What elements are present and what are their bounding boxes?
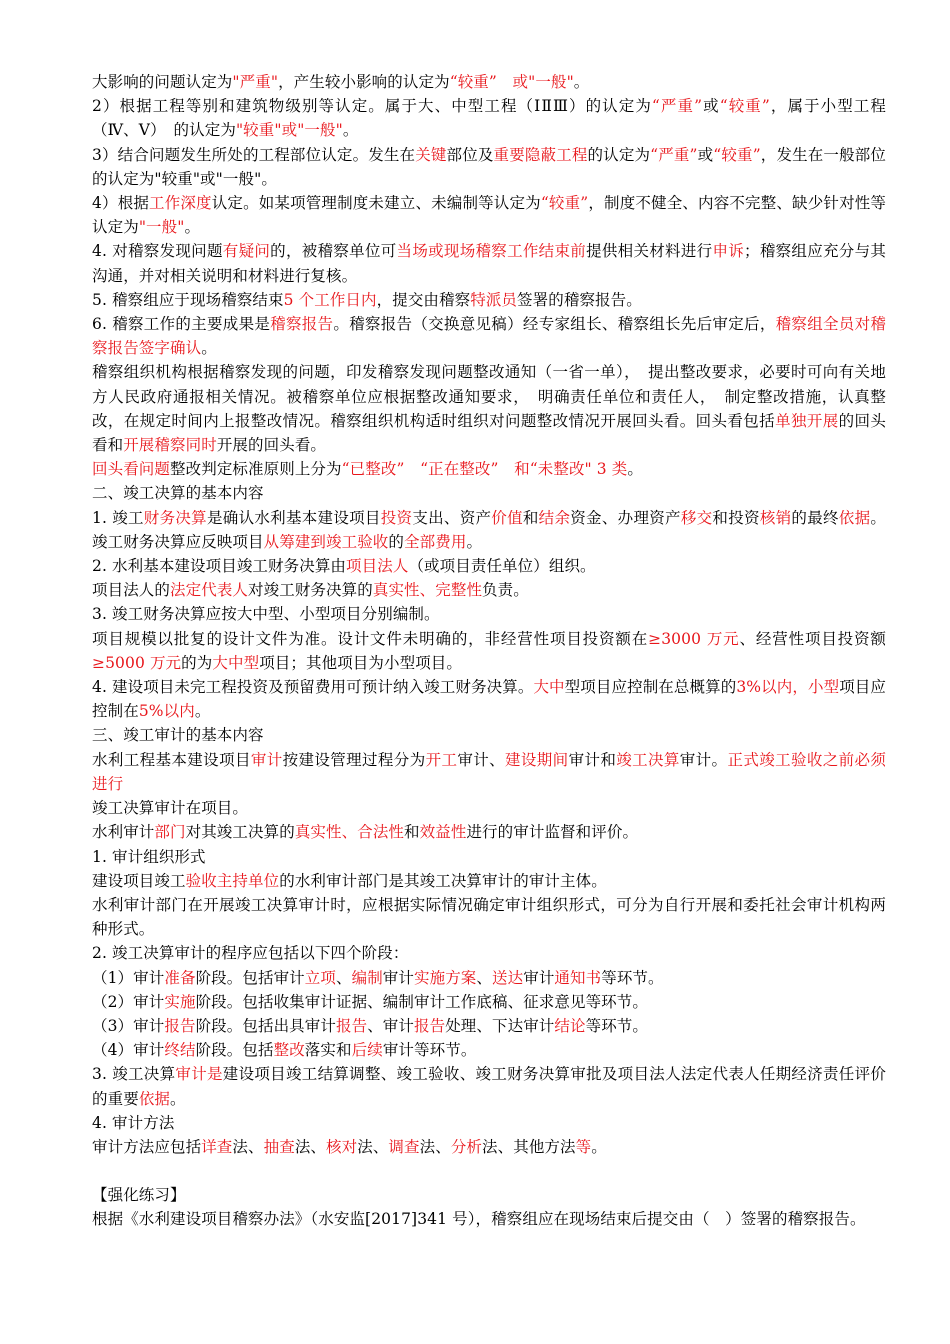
- body-text: 和投资: [712, 508, 760, 527]
- body-text: 。: [627, 460, 644, 479]
- body-text: 3）结合问题发生所处的工程部位认定。发生在: [92, 145, 416, 164]
- body-text: 根据《水利建设项目稽察办法》（水安监[2017]341 号），稽察组应在现场结束后提交由（ ）签署的稽察报告。: [92, 1210, 866, 1229]
- highlight-text: 财务决算: [143, 508, 207, 527]
- highlight-text: ≥5000 万元: [92, 653, 182, 672]
- highlight-text: 后续: [351, 1041, 383, 1060]
- body-text: 的回头看和: [92, 411, 886, 455]
- highlight-text: 详查: [201, 1137, 233, 1156]
- highlight-text: 整改: [273, 1041, 305, 1060]
- body-text: 水利工程基本建设项目: [92, 750, 251, 769]
- body-text: ，属于小型工程 （Ⅳ、Ⅴ） 的认定为: [92, 97, 902, 140]
- highlight-text: 关键: [415, 145, 447, 164]
- body-text: 审计: [382, 968, 414, 987]
- body-text: 建设项目竣工: [92, 871, 186, 890]
- highlight-text: 准备: [164, 968, 196, 987]
- body-text: 项目；其他项目为小型项目。: [259, 653, 462, 672]
- highlight-text: 等: [575, 1137, 592, 1156]
- highlight-text: 调查: [388, 1137, 420, 1156]
- body-text: ，产生较小影响的认定为: [278, 73, 450, 91]
- highlight-text: “已整改” “正在整改” 和“未整改" 3 类: [341, 460, 628, 479]
- highlight-text: 大中型: [212, 653, 260, 672]
- paragraph: [92, 675, 886, 723]
- body-text: 审计、: [457, 750, 506, 769]
- body-text: 、: [335, 968, 352, 987]
- body-text: 2. 竣工决算审计的程序应包括以下四个阶段：: [92, 944, 409, 963]
- highlight-text: 结余: [538, 508, 571, 527]
- paragraph: [92, 554, 886, 578]
- highlight-text: 真实性、完整性: [372, 581, 483, 600]
- body-text: 项目法人的: [92, 581, 171, 600]
- body-text: 审计: [523, 968, 555, 987]
- highlight-text: 立项: [304, 968, 336, 987]
- highlight-text: 投资: [380, 508, 413, 527]
- body-text: 。: [591, 1137, 607, 1156]
- body-text: 审计。: [679, 750, 728, 769]
- highlight-text: 实施方案: [414, 968, 477, 987]
- body-text: 等环节。: [601, 968, 664, 987]
- highlight-text: 报告: [335, 1016, 368, 1035]
- body-text: 3. 竣工财务决算应按大中型、小型项目分别编制。: [92, 605, 440, 624]
- highlight-text: “较重”: [713, 145, 761, 164]
- highlight-text: 送达: [492, 968, 524, 987]
- paragraph: [92, 481, 886, 505]
- highlight-text: 单独开展: [775, 411, 839, 430]
- body-text: 4）根据: [92, 194, 150, 213]
- highlight-text: 项目法人: [346, 557, 409, 576]
- highlight-text: 全部费用: [404, 532, 467, 551]
- highlight-text: “严重”: [651, 97, 703, 116]
- highlight-text: 5%以内: [138, 702, 195, 721]
- body-text: 项目应控制在: [92, 678, 887, 721]
- body-text: 、经营性项目投资额: [739, 629, 886, 648]
- body-text: 。: [201, 339, 217, 358]
- paragraph: [92, 966, 886, 990]
- paragraph: [92, 820, 886, 844]
- highlight-text: "严重": [232, 73, 279, 91]
- body-text: ，制度不健全、内容不完整、缺少针对性等认定为: [92, 194, 887, 237]
- highlight-text: 终结: [164, 1041, 196, 1060]
- body-text: 。: [194, 702, 211, 721]
- document-body: [92, 70, 902, 1232]
- body-text: 是确认水利基本建设项目: [206, 508, 381, 527]
- body-text: 法、其他方法: [482, 1137, 576, 1156]
- highlight-text: 审计: [250, 750, 283, 769]
- body-text: 阶段。包括: [195, 1041, 274, 1060]
- highlight-text: 有疑问: [222, 242, 271, 261]
- paragraph: [92, 723, 886, 747]
- paragraph: [92, 941, 886, 965]
- paragraph: [92, 602, 886, 626]
- body-text: 落实和: [304, 1041, 352, 1060]
- paragraph: [92, 796, 886, 820]
- body-text: ；稽察组应充分与其沟通，并对相关说明和材料进行复核。: [92, 242, 886, 285]
- body-text: 2. 水利基本建设项目竣工财务决算由: [92, 557, 347, 576]
- body-text: 资金、办理资产: [570, 508, 681, 527]
- body-text: 或: [702, 97, 720, 116]
- paragraph: [92, 1207, 886, 1231]
- body-text: 建设项目竣工结算调整、竣工验收、竣工财务决算审批及项目法人法定代表人任期经济责任评价的重要: [92, 1065, 887, 1108]
- body-text: 对其竣工决算的: [185, 823, 295, 842]
- paragraph: [92, 312, 886, 360]
- highlight-text: 5 个工作日内: [283, 290, 377, 309]
- body-text: 法、: [357, 1137, 389, 1156]
- paragraph: [92, 627, 886, 675]
- highlight-text: 从筹建到竣工验收: [263, 532, 389, 551]
- highlight-text: “较重”: [719, 97, 770, 116]
- highlight-text: 法定代表人: [170, 581, 249, 600]
- body-text: 负责。: [482, 581, 529, 600]
- body-text: 和: [404, 823, 420, 842]
- paragraph: [92, 869, 886, 893]
- highlight-text: 结论: [554, 1016, 586, 1035]
- paragraph: [92, 1062, 886, 1110]
- paragraph: [92, 893, 886, 941]
- body-text: 。稽察报告（交换意见稿）经专家组长、稽察组长先后审定后，: [333, 315, 776, 334]
- body-text: 4. 对稽察发现问题: [92, 242, 223, 261]
- body-text: 二、竣工决算的基本内容: [92, 484, 264, 503]
- body-text: 或: [697, 145, 714, 164]
- body-text: 型项目应控制在总概算的: [564, 678, 737, 697]
- highlight-text: 通知书: [554, 968, 602, 987]
- highlight-text: “较重” 或"一般": [449, 73, 574, 91]
- highlight-text: 报告: [414, 1016, 446, 1035]
- highlight-text: "较重"或"一般": [235, 121, 343, 140]
- body-text: 。: [466, 532, 483, 551]
- body-text: 整改判定标准原则上分为: [170, 460, 342, 479]
- highlight-text: 申诉: [712, 242, 745, 261]
- body-text: 。: [573, 73, 590, 91]
- body-text: ，提交由稽察: [376, 290, 471, 309]
- body-text: 3. 竣工决算: [92, 1065, 176, 1084]
- highlight-text: 竣工决算: [616, 750, 680, 769]
- body-text: 的最终: [791, 508, 839, 527]
- body-text: 稽察组织机构根据稽察发现的问题，印发稽察发现问题整改通知（一省一单）， 提出整改要求，必要时可向有关地方人民政府通报相关情况。被稽察单位应根据整改通知要求， 明确责任单位和责任人， 制定整改措施，认真整改，在规定时间内上报整改情况。稽察组织机构适时组织对问题整改情况开展回头看。回头看包括: [92, 363, 886, 430]
- highlight-text: 开展稽察同时: [123, 436, 217, 455]
- paragraph: [92, 506, 886, 554]
- body-text: 的: [388, 532, 405, 551]
- highlight-text: 效益性: [419, 823, 467, 842]
- highlight-text: 核销: [759, 508, 792, 527]
- paragraph: [92, 845, 886, 869]
- paragraph: [92, 1111, 886, 1135]
- body-text: 。: [170, 1089, 186, 1108]
- paragraph: [92, 360, 886, 457]
- highlight-text: 正式竣工验收之前必须进行: [92, 750, 886, 793]
- highlight-text: 稽察报告: [270, 315, 334, 334]
- paragraph: [92, 1135, 886, 1159]
- body-text: 的水利审计部门是其竣工决算审计的审计主体。: [279, 871, 607, 890]
- body-text: 法、: [232, 1137, 264, 1156]
- body-text: 竣工决算审计在项目。: [92, 799, 249, 818]
- paragraph: [92, 1038, 886, 1062]
- highlight-text: 抽查: [263, 1137, 295, 1156]
- body-text: 认定。如某项管理制度未建立、未编制等认定为: [211, 194, 541, 213]
- highlight-text: 验收主持单位: [185, 871, 280, 890]
- highlight-text: 3%以内，小型: [736, 678, 840, 697]
- highlight-text: 依据: [138, 1089, 171, 1108]
- body-text: 的认定为: [587, 145, 651, 164]
- highlight-text: 价值: [491, 508, 523, 527]
- highlight-text: 特派员: [470, 290, 518, 309]
- highlight-text: 当场或现场稽察工作结束前: [396, 242, 587, 261]
- paragraph: [92, 990, 886, 1014]
- body-text: 阶段。包括审计: [195, 968, 305, 987]
- body-text: 开展的回头看。: [216, 436, 327, 455]
- body-text: 4. 审计方法: [92, 1113, 175, 1132]
- highlight-text: 开工: [425, 750, 458, 769]
- body-text: 、: [476, 968, 493, 987]
- body-text: （4）审计: [92, 1041, 165, 1060]
- body-text: 审计和: [568, 750, 617, 769]
- body-text: ，发生在一般部位的认定为"较重"或"一般"。: [92, 145, 887, 188]
- body-text: 【强化练习】: [92, 1186, 186, 1205]
- body-text: 阶段。包括收集审计证据、编制审计工作底稿、征求意见等环节。: [195, 992, 648, 1011]
- body-text: 支出、资产: [412, 508, 492, 527]
- body-text: 、审计: [367, 1016, 414, 1035]
- body-text: 的为: [181, 653, 213, 672]
- paragraph: [92, 578, 886, 602]
- body-text: 和: [522, 508, 539, 527]
- paragraph: [92, 239, 886, 287]
- body-text: 处理、下达审计: [445, 1016, 555, 1035]
- body-text: 。: [342, 121, 359, 140]
- body-text: 项目规模以批复的设计文件为准。设计文件未明确的，非经营性项目投资额在: [92, 629, 649, 648]
- body-text: 水利审计: [92, 823, 155, 842]
- body-text: 进行的审计监督和评价。: [466, 823, 639, 842]
- body-text: 按建设管理过程分为: [282, 750, 426, 769]
- paragraph: [92, 94, 902, 142]
- body-text: 的，被稽察单位可: [270, 242, 397, 261]
- body-text: 提供相关材料进行: [586, 242, 713, 261]
- highlight-text: 核对: [326, 1137, 358, 1156]
- highlight-text: 审计是: [175, 1065, 223, 1084]
- paragraph: [92, 191, 886, 239]
- body-text: （1）审计: [92, 968, 165, 987]
- body-text: 1. 审计组织形式: [92, 847, 206, 866]
- paragraph: [92, 288, 886, 312]
- paragraph: [92, 1183, 886, 1207]
- highlight-text: 分析: [450, 1137, 483, 1156]
- paragraph: [92, 457, 886, 481]
- body-text: 审计等环节。: [382, 1041, 477, 1060]
- body-text: 审计方法应包括: [92, 1137, 202, 1156]
- body-text: 三、竣工审计的基本内容: [92, 726, 264, 745]
- body-text: 。竣工财务决算应反映项目: [92, 508, 886, 551]
- body-text: 。: [184, 218, 201, 237]
- highlight-text: 稽察组全员对稽察报告签字确认: [92, 315, 886, 358]
- body-text: 等环节。: [585, 1016, 649, 1035]
- body-text: 部位及: [446, 145, 494, 164]
- highlight-text: 回头看问题: [92, 460, 171, 479]
- highlight-text: 工作深度: [149, 194, 212, 213]
- paragraph: [92, 1014, 886, 1038]
- highlight-text: 移交: [680, 508, 713, 527]
- highlight-text: ≥3000 万元: [648, 629, 740, 648]
- body-text: 法、: [419, 1137, 451, 1156]
- body-text: （或项目责任单位）组织。: [408, 557, 596, 576]
- body-text: 水利审计部门在开展竣工决算审计时，应根据实际情况确定审计组织形式，可分为自行开展和委托社会审计机构两种形式。: [92, 895, 886, 939]
- highlight-text: 编制: [351, 968, 383, 987]
- highlight-text: 报告: [164, 1016, 196, 1035]
- paragraph: [92, 143, 886, 191]
- highlight-text: 真实性、合法性: [294, 823, 405, 842]
- paragraph: [92, 70, 886, 94]
- highlight-text: "一般": [138, 218, 185, 237]
- highlight-text: 依据: [838, 508, 871, 527]
- body-text: 对竣工财务决算的: [248, 581, 373, 600]
- highlight-text: 大中: [533, 678, 565, 697]
- body-text: 阶段。包括出具审计: [195, 1016, 336, 1035]
- body-text: 1. 竣工: [92, 508, 144, 527]
- highlight-text: “较重”: [540, 194, 589, 213]
- body-text: 大影响的问题认定为: [92, 73, 233, 91]
- body-text: （2）审计: [92, 992, 165, 1011]
- highlight-text: 重要隐蔽工程: [493, 145, 588, 164]
- paragraph: [92, 748, 886, 796]
- body-text: 4. 建设项目未完工程投资及预留费用可预计纳入竣工财务决算。: [92, 678, 534, 697]
- body-text: 法、: [294, 1137, 327, 1156]
- highlight-text: 部门: [154, 823, 186, 842]
- highlight-text: 建设期间: [505, 750, 569, 769]
- body-text: 5. 稽察组应于现场稽察结束: [92, 290, 284, 309]
- body-text: （3）审计: [92, 1016, 165, 1035]
- highlight-text: 实施: [164, 992, 196, 1011]
- body-text: 签署的稽察报告。: [517, 290, 642, 309]
- body-text: 6. 稽察工作的主要成果是: [92, 315, 271, 334]
- body-text: 2）根据工程等别和建筑物级别等认定。属于大、中型工程（ⅠⅡⅢ）的认定为: [92, 97, 652, 116]
- highlight-text: “严重”: [650, 145, 698, 164]
